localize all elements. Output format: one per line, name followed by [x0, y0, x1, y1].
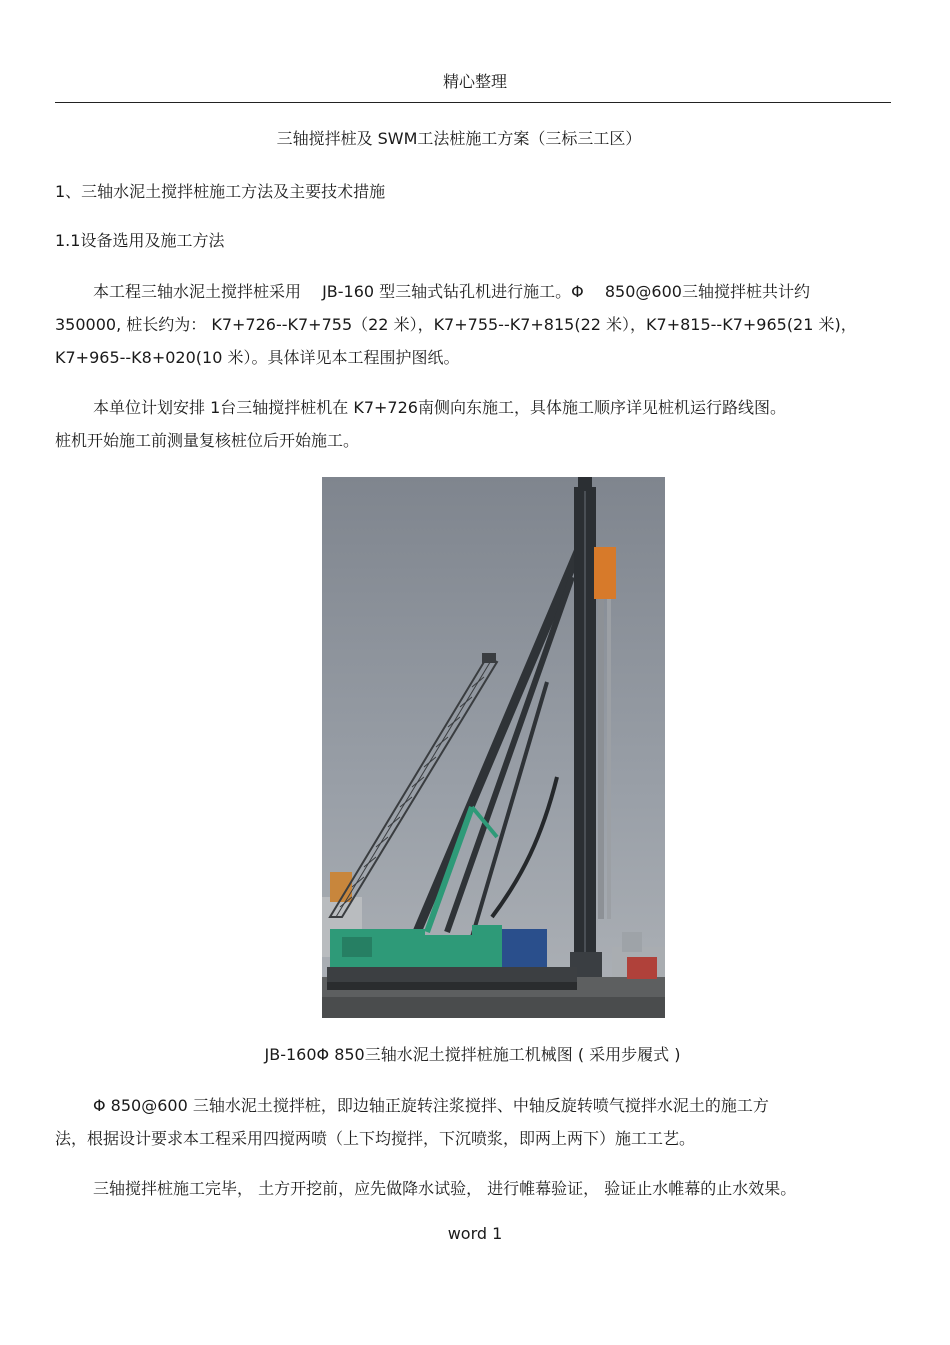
paragraph-equipment [55, 275, 891, 374]
drilling-mast [570, 477, 616, 977]
drill-rod [598, 599, 604, 919]
machine-photo [322, 477, 665, 1018]
paragraph-line: 350000, 桩长约为： K7+726--K7+755（22 米），K7+755--K7+815(22 米），K7+815--K7+965(21 米)， [55, 315, 857, 334]
paragraph-line: Φ 850@600 三轴水泥土搅拌桩，即边轴正旋转注浆搅拌、中轴反旋转喷气搅拌水泥土的施工方 [93, 1096, 769, 1115]
section-heading-1: 1、三轴水泥土搅拌桩施工方法及主要技术措施 [55, 182, 386, 201]
paragraph-line: 本单位计划安排 1台三轴搅拌桩机在 K7+726南侧向东施工，具体施工顺序详见桩机运行路线图。 [93, 398, 786, 417]
document-title: 三轴搅拌桩及 SWM工法桩施工方案（三标三工区） [276, 129, 642, 148]
page-footer: word 1 [447, 1224, 503, 1243]
figure-caption: JB-160Φ 850三轴水泥土搅拌桩施工机械图 ( 采用步履式 ) [264, 1045, 681, 1064]
paragraph-verification [55, 1172, 891, 1205]
section-heading-1-1: 1.1设备选用及施工方法 [55, 231, 225, 250]
blue-box [502, 929, 547, 969]
paragraph-schedule [55, 391, 891, 457]
paragraph-line: 桩机开始施工前测量复核桩位后开始施工。 [55, 431, 360, 450]
pile-rig-illustration [322, 477, 665, 1018]
paragraph-line: 本工程三轴水泥土搅拌桩采用 JB-160 型三轴式钻孔机进行施工。Φ 850@600三轴搅拌桩共计约 [93, 282, 810, 301]
paragraph-line: 三轴搅拌桩施工完毕， 土方开挖前，应先做降水试验， 进行帷幕验证， 验证止水帷幕的止水效果。 [93, 1179, 797, 1198]
header-divider [55, 102, 891, 103]
paragraph-line: K7+965--K8+020(10 米）。具体详见本工程围护图纸。 [55, 348, 460, 367]
page-header: 精心整理 [442, 72, 507, 91]
rotary-head [594, 547, 616, 599]
paragraph-line: 法，根据设计要求本工程采用四搅两喷（上下均搅拌，下沉喷浆，即两上两下）施工工艺。 [55, 1129, 696, 1148]
paragraph-method [55, 1089, 891, 1155]
